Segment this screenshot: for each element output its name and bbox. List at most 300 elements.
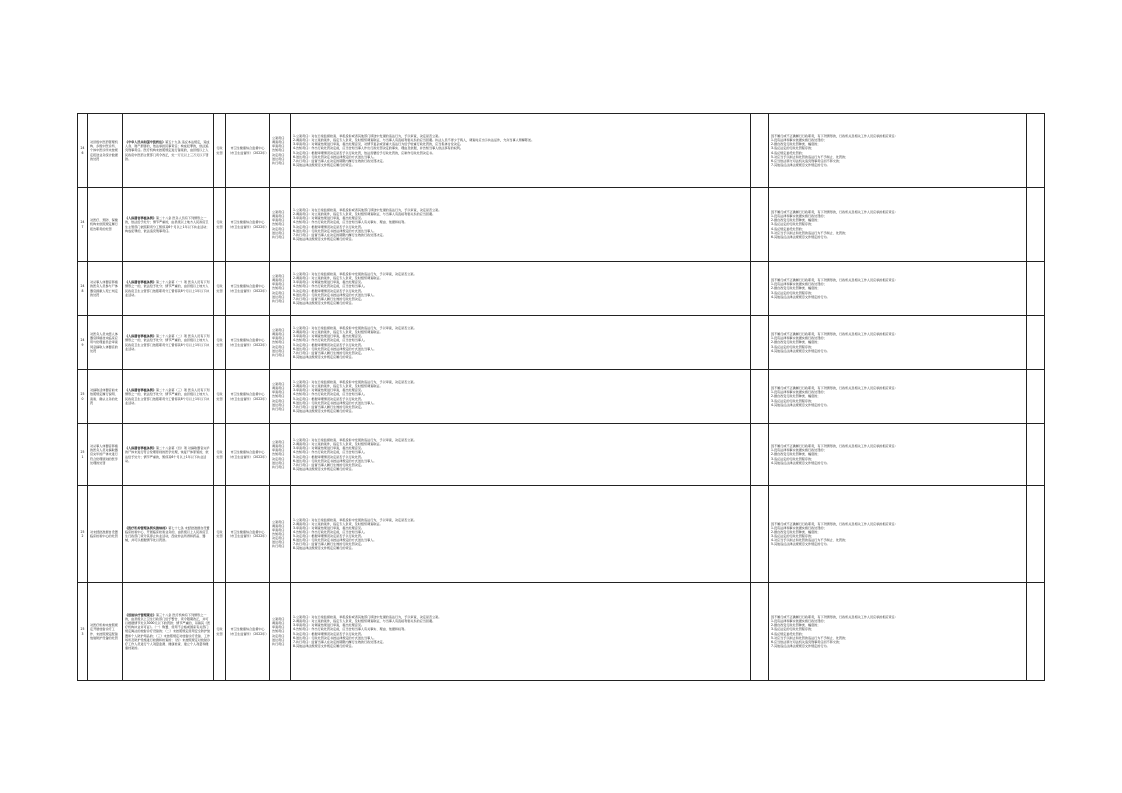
duty-line: 7.执行责任：监督当事人在决定的期限内履行生效的行政处罚决定。 bbox=[293, 232, 386, 237]
duty-tag: 决定责任 bbox=[272, 536, 285, 541]
legal-basis-law: 《人体器官移植条例》 bbox=[125, 388, 156, 393]
accountability-line: 2.擅自改变行政处罚种类、幅度的； bbox=[771, 452, 821, 457]
row-number-cell bbox=[78, 114, 88, 188]
row-number: 251 bbox=[80, 450, 85, 459]
legal-basis-text: 第二十八条第（三）项 医务人员有下列情形之一的，依法给予处分；情节严重的，由县级以上地方人民政府卫生主管部门依照职责分工暂停其6个月以上1年以下执业活动。 bbox=[125, 388, 210, 405]
legal-basis-text: 第二十八条 医务人员有下列情形之一的，依法给予处分；情节严重的，由县级以上地方人民政府卫生主管部门依照职责分工暂停其6个月以上1年以下执业活动；构成犯罪的，依法追究刑事责任。 bbox=[125, 216, 210, 233]
duty-tag: 执行责任 bbox=[272, 544, 285, 549]
implementing-subject: 市卫生健康综合监督中心（市卫生监督所）（2022年） bbox=[228, 146, 269, 155]
duty-tag: 告知责任 bbox=[272, 286, 285, 291]
duty-tag: 执行责任 bbox=[272, 352, 285, 357]
accountability-line: 4.违反规定委托处罚的； bbox=[771, 150, 805, 155]
duty-tag: 送达责任 bbox=[272, 402, 285, 407]
legal-basis-cell bbox=[123, 262, 214, 316]
category-cell bbox=[214, 262, 226, 316]
accountability-line: 2.擅自改变行政处罚种类、幅度的； bbox=[771, 529, 821, 534]
duty-content-cell bbox=[291, 486, 751, 583]
legal-basis-text: 第三十八条 医疗机构有下列情形之一的，由县级以上卫生行政部门给予警告、责令限期改正，并可以根据情节处以3000元以下的罚款；情节严重的，吊销其《医疗机构执业许可证》。（一）购置、使用不合格或国家有关部门规定淘汰的放射诊疗设备的；（二）未按照规定使用安全防护装置和个人防护用品的；（三）未按照规定对放射诊疗设备、工作场所及防护设施进行检测和检查的；（四）未按照规定对放射诊疗工作人员进行个人剂量监测、健康检查、建立个人剂量和健康档案的。 bbox=[125, 613, 211, 650]
category-cell bbox=[214, 188, 226, 262]
duty-tag: 审查责任 bbox=[272, 448, 285, 453]
duty-line: 2.调查责任：对立案的案件，指定专人负责，及时组织调查取证。 bbox=[293, 384, 383, 389]
duty-line: 1.立案责任：对在日常监督检查、举报投诉中发现的违法行为，予以审查，决定是否立案。 bbox=[293, 272, 417, 277]
duty-line: 8.其他法律法规规章文件规定应履行的责任。 bbox=[293, 408, 355, 413]
accountability-line: 1.没有法律和事实依据实施行政处罚的； bbox=[771, 619, 827, 624]
row-number-cell bbox=[78, 188, 88, 262]
duty-tag: 送达责任 bbox=[272, 460, 285, 465]
implementing-subject: 市卫生健康综合监督中心（市卫生监督所）（2022年） bbox=[228, 627, 269, 636]
duty-line: 6.送达责任：行政处罚决定书按法律规定的方式送达当事人。 bbox=[293, 400, 377, 405]
implementing-subject: 市卫生健康综合监督中心（市卫生监督所）（2022年） bbox=[228, 220, 269, 229]
accountability-line: 因不履行或不正确履行行政职责，有下列情形的，行政机关及相关工作人员应承担相应责任： bbox=[771, 134, 898, 139]
spacer-cell bbox=[751, 370, 769, 424]
category-cell bbox=[214, 114, 226, 188]
item-name-cell bbox=[88, 486, 123, 583]
legal-basis-law: 《放射诊疗管理规定》 bbox=[125, 613, 156, 618]
row-number: 253 bbox=[80, 627, 85, 636]
duty-line: 2.调查责任：对立案的案件，指定专人负责，及时组织调查取证，与当事人有直接利害关系的应当回避。 bbox=[293, 619, 436, 624]
duty-line: 1.立案责任：对在日常监督检查、举报投诉中发现的违法行为，予以审查，决定是否立案。 bbox=[293, 380, 417, 385]
accountability-line: 5.对应当予以制止和处罚的违法行为不予制止、处罚的； bbox=[771, 154, 849, 159]
responsibility-table bbox=[77, 113, 1045, 681]
duty-line: 1.立案责任：对在日常监督检查、举报投诉或者其他部门移送中发现的违法行为，予以审查，决定是否立案。 bbox=[293, 615, 442, 620]
legal-basis-law: 《中华人民共和国中医药法》 bbox=[125, 140, 166, 145]
table-row bbox=[78, 316, 1045, 370]
duty-content-cell bbox=[291, 316, 751, 370]
duty-line: 5.决定责任：根据审理情况决定是否予以行政处罚。 bbox=[293, 396, 365, 401]
accountability-cell bbox=[769, 424, 1027, 486]
legal-basis-cell bbox=[123, 424, 214, 486]
duty-tag: 送达责任 bbox=[272, 540, 285, 545]
duty-tag: 决定责任 bbox=[272, 290, 285, 295]
accountability-line: 2.擅自改变行政处罚种类、幅度的； bbox=[771, 142, 821, 147]
duty-line: 8.其他法律法规规章文件规定应履行的责任。 bbox=[293, 354, 355, 359]
duty-line: 1.立案责任：对在日常监督检查、举报投诉或者其他部门移送中发现的违法行为，予以审查，决定是否立案。 bbox=[293, 134, 442, 139]
item-name: 对从事人体器官移植的医务人员对摘取器官完毕的尸体未进行符合伦理原则的医学处理的处罚 bbox=[90, 444, 118, 465]
duty-line: 4.告知责任：作出行政处罚决定前，应当告知当事人作出行政处罚决定的事实、理由及依据，并告知当事人依法享有的权利。 bbox=[293, 146, 464, 151]
item-name-cell bbox=[88, 114, 123, 188]
category: 行政处罚 bbox=[216, 529, 223, 538]
duty-line: 2.调查责任：对立案的案件，指定专人负责，及时组织调查取证。 bbox=[293, 442, 383, 447]
row-number-cell bbox=[78, 316, 88, 370]
duty-line: 8.其他法律法规规章文件规定应履行的责任。 bbox=[293, 466, 355, 471]
row-number: 249 bbox=[80, 338, 85, 347]
accountability-cell bbox=[769, 316, 1027, 370]
duty-line: 8.其他法律法规规章文件规定应履行的责任。 bbox=[293, 162, 355, 167]
row-number: 247 bbox=[80, 220, 85, 229]
duty-line: 3.审查责任：对调查结果进行审查，提出处理意见。 bbox=[293, 280, 365, 285]
duty-line: 2.调查责任：对立案的案件，指定专人负责，及时组织调查取证。 bbox=[293, 276, 383, 281]
accountability-line: 3.违反法定的行政处罚程序的； bbox=[771, 534, 815, 538]
duty-line: 8.其他法律法规规章文件规定应履行的责任。 bbox=[293, 643, 355, 648]
item-name-cell bbox=[88, 188, 123, 262]
accountability-line: 4.其他违反法律法规规章文件规定的行为。 bbox=[771, 348, 830, 353]
duty-tags-cell bbox=[270, 316, 291, 370]
implementing-subject: 市卫生健康综合监督中心（市卫生监督所）（2022年） bbox=[228, 450, 269, 459]
duty-line: 5.决定责任：根据审理情况决定是否予以行政处罚。 bbox=[293, 534, 365, 538]
category: 行政处罚 bbox=[216, 220, 223, 229]
row-number: 252 bbox=[80, 529, 85, 538]
spacer-cell bbox=[751, 316, 769, 370]
legal-basis-cell bbox=[123, 486, 214, 583]
table-row bbox=[78, 424, 1045, 486]
duty-line: 5.决定责任：根据审理情况决定是否予以行政处罚。 bbox=[293, 454, 365, 459]
duty-line: 7.执行责任：监督当事人在决定的期限内履行生效的行政处罚决定。 bbox=[293, 639, 386, 644]
duty-tag: 决定责任 bbox=[272, 398, 285, 403]
legal-basis-text: 第二十八条第（二）项 医务人员有下列情形之一的，依法给予处分；情节严重的，由县级以上地方人民政府卫生主管部门依照职责分工暂停其6个月以上1年以下执业活动。 bbox=[125, 334, 210, 351]
table-body bbox=[78, 114, 1045, 681]
duty-line: 4.告知责任：作出行政处罚决定前，应当告知当事人有关事实、理由、依据和权利。 bbox=[293, 220, 408, 225]
accountability-line: 因不履行或不正确履行行政职责，有下列情形的，行政机关及相关工作人员应承担相应责任： bbox=[771, 615, 898, 620]
accountability-line: 3.违反法定的行政处罚程序的； bbox=[771, 456, 815, 461]
subject-cell bbox=[226, 486, 270, 583]
legal-basis-law: 《人体器官移植条例》 bbox=[125, 446, 156, 451]
category: 行政处罚 bbox=[216, 146, 223, 155]
duty-content-cell bbox=[291, 188, 751, 262]
duty-tag: 送达责任 bbox=[272, 156, 285, 161]
duty-tag: 立案责任 bbox=[272, 382, 285, 387]
legal-basis-cell bbox=[123, 188, 214, 262]
duty-tag: 执行责任 bbox=[272, 464, 285, 469]
accountability-line: 6.应当依法移交司法机关追究刑事责任而不移交的； bbox=[771, 158, 843, 163]
accountability-line: 1.没有法律和事实依据实施行政处罚的； bbox=[771, 448, 827, 453]
accountability-line: 7.其他违反法律法规规章文件规定的行为。 bbox=[771, 643, 830, 648]
duty-tag: 调查责任 bbox=[272, 621, 285, 626]
duty-tags-cell bbox=[270, 262, 291, 316]
accountability-line: 2.擅自改变行政处罚种类、幅度的； bbox=[771, 394, 821, 399]
row-number-cell bbox=[78, 486, 88, 583]
duty-tags-cell bbox=[270, 583, 291, 681]
duty-tag: 调查责任 bbox=[272, 140, 285, 145]
duty-tags-cell bbox=[270, 188, 291, 262]
duty-line: 4.告知责任：作出行政处罚决定前，应当告知当事人有关事实、理由、依据和权利。 bbox=[293, 627, 408, 632]
accountability-line: 6.其他违反法律法规规章文件规定的行为。 bbox=[771, 234, 830, 239]
accountability-line: 4.违反规定委托处罚的； bbox=[771, 226, 805, 231]
duty-tag: 调查责任 bbox=[272, 386, 285, 391]
duty-line: 7.执行责任：监督当事人履行生效的行政处罚决定。 bbox=[293, 350, 365, 355]
accountability-line: 3.违反法定的行政处罚程序的； bbox=[771, 398, 815, 403]
accountability-line: 1.没有法律和事实依据实施行政处罚的； bbox=[771, 390, 827, 395]
row-number-cell bbox=[78, 370, 88, 424]
duty-tag: 审查责任 bbox=[272, 625, 285, 630]
duty-tag: 审查责任 bbox=[272, 390, 285, 395]
duty-line: 6.送达责任：行政处罚决定书按法律规定的方式送达当事人。 bbox=[293, 538, 377, 543]
duty-tag: 告知责任 bbox=[272, 148, 285, 153]
legal-basis-text: 第七十七条 未经批准擅自设置临床检验中心、开展临床检验业务的，由县级以上人民政府卫生行政部门责令其停止执业活动，没收非法所得和药品、器械，并可以根据情节处以罚款。 bbox=[125, 525, 210, 543]
duty-tag: 立案责任 bbox=[272, 136, 285, 141]
duty-tag: 决定责任 bbox=[272, 456, 285, 461]
duty-tag: 决定责任 bbox=[272, 152, 285, 157]
duty-line: 7.执行责任：监督当事人在决定的期限内履行生效的行政处罚决定。 bbox=[293, 158, 386, 163]
duty-line: 3.审查责任：对调查结果进行审查，提出处理意见。 bbox=[293, 446, 365, 451]
item-name: 对医疗、预防、保健机构未依照规定履行报告职责的处罚 bbox=[90, 218, 118, 231]
duty-line: 4.告知责任：作出行政处罚决定前，应当告知当事人。 bbox=[293, 338, 368, 343]
spacer-cell bbox=[751, 583, 769, 681]
category: 行政处罚 bbox=[216, 338, 223, 347]
duty-tag: 立案责任 bbox=[272, 274, 285, 279]
duty-line: 4.告知责任：作出行政处罚决定前，应当告知当事人。 bbox=[293, 450, 368, 455]
duty-line: 2.调查责任：对立案的案件，指定专人负责，及时组织调查取证，与当事人有直接利害关系的应当回避。 bbox=[293, 212, 436, 217]
category: 行政处罚 bbox=[216, 284, 223, 293]
note-cell bbox=[1027, 370, 1045, 424]
table-row bbox=[78, 583, 1045, 681]
duty-tag: 调查责任 bbox=[272, 214, 285, 219]
legal-basis-law: 《医疗机构管理条例实施细则》 bbox=[125, 525, 169, 530]
duty-tag: 调查责任 bbox=[272, 444, 285, 449]
accountability-line: 4.其他违反法律法规规章文件规定的行为。 bbox=[771, 294, 830, 299]
duty-line: 5.决定责任：根据审理情况决定是否予以行政处罚。 bbox=[293, 224, 365, 229]
row-number: 250 bbox=[80, 392, 85, 401]
accountability-cell bbox=[769, 114, 1027, 188]
duty-line: 2.调查责任：对立案的案件，指定专人负责，及时组织调查取证，与当事人有直接利害关系的应当回避。执法人员不得少于两人，调查时应出示执法证件，允许当事人辩解陈述。 bbox=[293, 138, 535, 143]
duty-tag: 立案责任 bbox=[272, 328, 285, 333]
accountability-line: 4.其他违反法律法规规章文件规定的行为。 bbox=[771, 460, 830, 465]
accountability-line: 因不履行或不正确履行行政职责，有下列情形的，行政机关及相关工作人员应承担相应责任： bbox=[771, 332, 898, 337]
accountability-line: 2.擅自改变行政处罚种类、幅度的； bbox=[771, 340, 821, 345]
duty-tag: 调查责任 bbox=[272, 278, 285, 283]
legal-basis-law: 《人体器官移植条例》 bbox=[125, 216, 156, 221]
spacer-cell bbox=[751, 486, 769, 583]
subject-cell bbox=[226, 114, 270, 188]
accountability-cell bbox=[769, 262, 1027, 316]
accountability-line: 3.违反法定的行政处罚程序的； bbox=[771, 627, 815, 632]
category-cell bbox=[214, 583, 226, 681]
subject-cell bbox=[226, 262, 270, 316]
spacer-cell bbox=[751, 424, 769, 486]
subject-cell bbox=[226, 583, 270, 681]
accountability-line: 7.其他违反法律法规规章文件规定的行为。 bbox=[771, 162, 830, 167]
duty-line: 8.其他法律法规规章文件规定应履行的责任。 bbox=[293, 546, 355, 551]
accountability-cell bbox=[769, 370, 1027, 424]
duty-tag: 调查责任 bbox=[272, 332, 285, 337]
duty-tag: 审查责任 bbox=[272, 282, 285, 287]
accountability-cell bbox=[769, 583, 1027, 681]
duty-content-cell bbox=[291, 583, 751, 681]
legal-basis-law: 《人体器官移植条例》 bbox=[125, 334, 156, 339]
duty-tag: 送达责任 bbox=[272, 348, 285, 353]
accountability-line: 3.违反法定的行政处罚程序的； bbox=[771, 344, 815, 349]
accountability-line: 2.擅自改变行政处罚种类、幅度的； bbox=[771, 218, 821, 223]
duty-tag: 执行责任 bbox=[272, 641, 285, 646]
category: 行政处罚 bbox=[216, 392, 223, 401]
duty-line: 4.告知责任：作出行政处罚决定前，应当告知当事人。 bbox=[293, 284, 368, 289]
category-cell bbox=[214, 486, 226, 583]
accountability-line: 4.其他违反法律法规规章文件规定的行为。 bbox=[771, 402, 830, 407]
duty-tag: 审查责任 bbox=[272, 218, 285, 223]
accountability-line: 因不履行或不正确履行行政职责，有下列情形的，行政机关及相关工作人员应承担相应责任： bbox=[771, 278, 898, 283]
row-number-cell bbox=[78, 424, 88, 486]
implementing-subject: 市卫生健康综合监督中心（市卫生监督所）（2022年） bbox=[228, 529, 269, 538]
duty-line: 3.审查责任：对调查结果进行审查，提出处理意见。 bbox=[293, 623, 365, 628]
accountability-line: 因不履行或不正确履行行政职责，有下列情形的，行政机关及相关工作人员应承担相应责任： bbox=[771, 386, 898, 391]
duty-tag: 决定责任 bbox=[272, 633, 285, 638]
accountability-line: 4.对应当予以制止和处罚的违法行为不予制止、处罚的； bbox=[771, 538, 849, 543]
duty-line: 2.调查责任：对立案的案件，指定专人负责，及时组织调查取证。 bbox=[293, 330, 383, 335]
duty-line: 1.立案责任：对在日常监督检查、举报投诉或者其他部门移送中发现的违法行为，予以审查，决定是否立案。 bbox=[293, 208, 442, 213]
accountability-line: 因不履行或不正确履行行政职责，有下列情形的，行政机关及相关工作人员应承担相应责任： bbox=[771, 521, 898, 526]
accountability-line: 1.没有法律和事实依据实施行政处罚的； bbox=[771, 336, 827, 341]
duty-line: 4.告知责任：作出行政处罚决定前，应当告知当事人。 bbox=[293, 529, 368, 534]
duty-line: 3.审查责任：对调查结果进行审查，提出处理意见。 bbox=[293, 388, 365, 393]
duty-line: 5.决定责任：根据审理情况决定是否予以行政处罚。 bbox=[293, 288, 365, 293]
duty-tag: 告知责任 bbox=[272, 629, 285, 634]
duty-line: 6.送达责任：行政处罚决定书按法律规定的方式送达当事人。 bbox=[293, 635, 377, 640]
spacer-cell bbox=[751, 262, 769, 316]
legal-basis-cell bbox=[123, 316, 214, 370]
duty-line: 6.送达责任：行政处罚决定书按法律规定的方式送达当事人。 bbox=[293, 292, 377, 297]
note-cell bbox=[1027, 114, 1045, 188]
duty-tag: 审查责任 bbox=[272, 144, 285, 149]
duty-tag: 送达责任 bbox=[272, 230, 285, 235]
duty-line: 6.送达责任：行政处罚决定书按法律规定的方式送达当事人。 bbox=[293, 228, 377, 233]
legal-basis-law: 《人体器官移植条例》 bbox=[125, 280, 156, 285]
accountability-cell bbox=[769, 486, 1027, 583]
duty-line: 5.决定责任：根据审理情况决定是否予以行政处罚。 bbox=[293, 631, 365, 636]
subject-cell bbox=[226, 188, 270, 262]
duty-tag: 审查责任 bbox=[272, 527, 285, 532]
item-name: 对县级中医药管理机构、乡级中医诊所、个体中医诊所未按规定报送业务统计数据的处罚 bbox=[90, 140, 118, 161]
note-cell bbox=[1027, 316, 1045, 370]
accountability-line: 5.其他违反法律法规规章文件规定的行为。 bbox=[771, 542, 830, 547]
duty-tag: 执行责任 bbox=[272, 298, 285, 303]
accountability-line: 2.擅自改变行政处罚种类、幅度的； bbox=[771, 623, 821, 628]
duty-line: 4.告知责任：作出行政处罚决定前，应当告知当事人。 bbox=[293, 392, 368, 397]
duty-tag: 立案责任 bbox=[272, 519, 285, 524]
duty-line: 5.决定责任：根据审理情况决定是否予以行政处罚，依法需要给予行政处罚的，应制作行政处罚决定书。 bbox=[293, 150, 436, 155]
item-name-cell bbox=[88, 262, 123, 316]
accountability-line: 3.违反法定的行政处罚程序的； bbox=[771, 290, 815, 295]
duty-content-cell bbox=[291, 114, 751, 188]
legal-basis-text: 第二十八条第（一）项 医务人员有下列情形之一的，依法给予处分；情节严重的，由县级以上地方人民政府卫生主管部门依照职责分工暂停其6个月以上1年以下执业活动。 bbox=[125, 280, 210, 297]
item-name: 对摘取活体器官前未依照规定履行说明、查验、确认义务的处罚 bbox=[90, 388, 118, 405]
table-row bbox=[78, 262, 1045, 316]
duty-tag: 立案责任 bbox=[272, 440, 285, 445]
category-cell bbox=[214, 424, 226, 486]
duty-line: 7.执行责任：监督当事人履行生效的行政处罚决定。 bbox=[293, 462, 365, 467]
duty-tag: 执行责任 bbox=[272, 234, 285, 239]
duty-line: 7.执行责任：监督当事人履行生效的行政处罚决定。 bbox=[293, 542, 365, 547]
table-row bbox=[78, 370, 1045, 424]
category: 行政处罚 bbox=[216, 627, 223, 636]
duty-line: 6.送达责任：行政处罚决定书按法律规定的方式送达当事人。 bbox=[293, 346, 377, 351]
duty-tag: 调查责任 bbox=[272, 523, 285, 528]
accountability-line: 因不履行或不正确履行行政职责，有下列情形的，行政机关及相关工作人员应承担相应责任： bbox=[771, 210, 898, 215]
item-name-cell bbox=[88, 583, 123, 681]
duty-line: 6.送达责任：行政处罚决定书按法律规定的方式送达当事人。 bbox=[293, 458, 377, 463]
item-name-cell bbox=[88, 316, 123, 370]
accountability-line: 3.违反法定的行政处罚程序的； bbox=[771, 222, 815, 227]
duty-line: 8.其他法律法规规章文件规定应履行的责任。 bbox=[293, 300, 355, 305]
accountability-line: 1.没有法律和事实依据实施行政处罚的； bbox=[771, 138, 827, 143]
duty-line: 1.立案责任：对在日常监督检查、举报投诉中发现的违法行为，予以审查，决定是否立案。 bbox=[293, 438, 417, 443]
table-row bbox=[78, 486, 1045, 583]
duty-tag: 送达责任 bbox=[272, 294, 285, 299]
duty-tag: 立案责任 bbox=[272, 210, 285, 215]
duty-line: 7.执行责任：监督当事人履行生效的行政处罚决定。 bbox=[293, 296, 365, 301]
duty-line: 2.调查责任：对立案的案件，指定专人负责，及时组织调查取证。 bbox=[293, 521, 383, 526]
implementing-subject: 市卫生健康综合监督中心（市卫生监督所）（2022年） bbox=[228, 392, 269, 401]
accountability-line: 1.没有法律和事实依据实施行政处罚的； bbox=[771, 525, 827, 530]
accountability-line: 5.对应当予以制止和处罚的违法行为不予制止、处罚的； bbox=[771, 635, 849, 640]
duty-content-cell bbox=[291, 262, 751, 316]
table-row bbox=[78, 114, 1045, 188]
item-name: 对未经批准擅自设置临床检验中心的处罚 bbox=[90, 529, 118, 538]
duty-tag: 执行责任 bbox=[272, 406, 285, 411]
accountability-cell bbox=[769, 188, 1027, 262]
accountability-line: 5.对应当予以制止和处罚的违法行为不予制止、处罚的； bbox=[771, 230, 849, 235]
accountability-line: 6.应当依法移交司法机关追究刑事责任而不移交的； bbox=[771, 639, 843, 644]
note-cell bbox=[1027, 188, 1045, 262]
note-cell bbox=[1027, 486, 1045, 583]
implementing-subject: 市卫生健康综合监督中心（市卫生监督所）（2022年） bbox=[228, 284, 269, 293]
duty-tag: 审查责任 bbox=[272, 336, 285, 341]
legal-basis-cell bbox=[123, 114, 214, 188]
duty-content-cell bbox=[291, 370, 751, 424]
duty-line: 7.执行责任：监督当事人履行生效的行政处罚决定。 bbox=[293, 404, 365, 409]
row-number-cell bbox=[78, 262, 88, 316]
accountability-line: 1.没有法律和事实依据实施行政处罚的； bbox=[771, 214, 827, 219]
note-cell bbox=[1027, 262, 1045, 316]
duty-line: 3.审查责任：对调查结果进行审查，提出处理意见。 bbox=[293, 525, 365, 530]
legal-basis-cell bbox=[123, 370, 214, 424]
duty-line: 1.立案责任：对在日常监督检查、举报投诉中发现的违法行为，予以审查，决定是否立案。 bbox=[293, 326, 417, 331]
duty-line: 1.立案责任：对在日常监督检查、举报投诉中发现的违法行为，予以审查，决定是否立案。 bbox=[293, 517, 417, 522]
duty-tag: 决定责任 bbox=[272, 344, 285, 349]
duty-tags-cell bbox=[270, 486, 291, 583]
duty-tag: 立案责任 bbox=[272, 617, 285, 622]
accountability-line: 1.没有法律和事实依据实施行政处罚的； bbox=[771, 282, 827, 287]
subject-cell bbox=[226, 424, 270, 486]
note-cell bbox=[1027, 424, 1045, 486]
item-name-cell bbox=[88, 370, 123, 424]
duty-tag: 告知责任 bbox=[272, 222, 285, 227]
accountability-line: 2.擅自改变行政处罚种类、幅度的； bbox=[771, 286, 821, 291]
duty-tag: 执行责任 bbox=[272, 160, 285, 165]
note-cell bbox=[1027, 583, 1045, 681]
row-number-cell bbox=[78, 583, 88, 681]
duty-content-cell bbox=[291, 424, 751, 486]
duty-tag: 告知责任 bbox=[272, 394, 285, 399]
row-number: 246 bbox=[80, 146, 85, 155]
item-name: 对从事人体器官移植的医务人员参与尸体器官捐献人死亡判定的处罚 bbox=[90, 280, 118, 297]
legal-basis-cell bbox=[123, 583, 214, 681]
row-number: 248 bbox=[80, 284, 85, 293]
subject-cell bbox=[226, 370, 270, 424]
duty-line: 3.审查责任：对调查结果进行审查，提出处理意见，对情节复杂或者重大违法行为给予较重行政处罚的，应当集体讨论决定。 bbox=[293, 142, 464, 147]
duty-tag: 告知责任 bbox=[272, 531, 285, 536]
spacer-cell bbox=[751, 114, 769, 188]
duty-line: 5.决定责任：根据审理情况决定是否予以行政处罚。 bbox=[293, 342, 365, 347]
category-cell bbox=[214, 316, 226, 370]
duty-tag: 告知责任 bbox=[272, 340, 285, 345]
duty-tag: 决定责任 bbox=[272, 226, 285, 231]
duty-tags-cell bbox=[270, 114, 291, 188]
accountability-line: 4.违反规定委托处罚的； bbox=[771, 631, 805, 636]
accountability-line: 因不履行或不正确履行行政职责，有下列情形的，行政机关及相关工作人员应承担相应责任： bbox=[771, 444, 898, 449]
duty-tags-cell bbox=[270, 370, 291, 424]
item-name-cell bbox=[88, 424, 123, 486]
duty-tags-cell bbox=[270, 424, 291, 486]
item-name: 对医务人员未经人体器官移植技术临床应用与伦理委员会审查同意摘取人体器官的处罚 bbox=[90, 332, 118, 353]
legal-basis-text: 第二十八条第（四）项 对摘取器官完毕的尸体未进行符合伦理原则的医学处理，恢复尸体原貌的，依法给予处分；情节严重的，暂停其6个月以上1年以下执业活动。 bbox=[125, 446, 210, 463]
legal-basis-text: 第五十九条 违反本法规定，造成人身、财产损害的，依法承担民事责任；构成犯罪的，依法追究刑事责任。医疗机构未按照规定进行备案的，由县级以上人民政府中医药主管部门责令改正，处一万元以上三万元以下罚款。 bbox=[125, 140, 210, 161]
table-row bbox=[78, 188, 1045, 262]
duty-line: 3.审查责任：对调查结果进行审查，提出处理意见。 bbox=[293, 216, 365, 221]
item-name: 对医疗机构未按照规定开展放射诊疗工作、未按照规定配备放射防护设备的处罚 bbox=[90, 623, 118, 640]
duty-line: 3.审查责任：对调查结果进行审查，提出处理意见。 bbox=[293, 334, 365, 339]
spacer-cell bbox=[751, 188, 769, 262]
category: 行政处罚 bbox=[216, 450, 223, 459]
subject-cell bbox=[226, 316, 270, 370]
